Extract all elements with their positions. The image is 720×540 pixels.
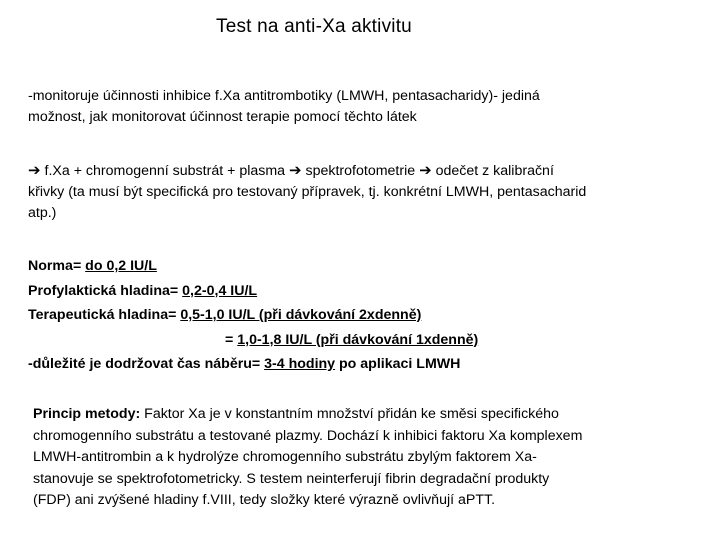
page-title: Test na anti-Xa aktivitu — [216, 16, 412, 37]
norma-value: do 0,2 IU/L — [85, 258, 157, 274]
text-line: -monitoruje účinnosti inhibice f.Xa antitrombotiky (LMWH, pentasacharidy)- jediná — [28, 88, 540, 104]
text-line: (FDP) ani zvýšené hladiny f.VIII, tedy složky které výrazně ovlivňují aPTT. — [33, 492, 496, 509]
paragraph-procedure — [28, 160, 698, 224]
text-line: možnost, jak monitorovat účinnost terapie pomocí těchto látek — [28, 109, 417, 125]
norma-label: Norma= — [28, 258, 86, 274]
text-line: křivky (ta musí být specifická pro testovaný přípravek, tj. konkrétní LMWH, pentasacharid — [28, 184, 587, 200]
text-line: atp.) — [28, 205, 57, 221]
prophylactic-line — [28, 279, 688, 304]
procedure-step: spektrofotometrie — [301, 163, 420, 179]
therapeutic-label: Terapeutická hladina= — [28, 307, 181, 323]
note-suffix: po aplikaci LMWH — [335, 356, 461, 372]
arrow-right-icon: ➔ — [419, 162, 432, 179]
procedure-line — [28, 160, 698, 182]
text-line — [33, 404, 693, 426]
prophylactic-value: 0,2-0,4 IU/L — [182, 282, 258, 299]
method-label: Princip metody: — [33, 406, 141, 422]
arrow-right-icon: ➔ — [289, 162, 302, 179]
levels-section — [28, 254, 688, 377]
prophylactic-label: Profylaktická hladina= — [28, 282, 183, 299]
equals-sign: = — [225, 331, 238, 348]
procedure-step: f.Xa + chromogenní substrát + plasma — [40, 163, 289, 179]
text-line: chromogenního substrátu a testované plazmy. Dochází k inhibici faktoru Xa komplexem — [33, 427, 583, 444]
therapeutic-line-2 — [28, 328, 688, 353]
text-line: LMWH‑antitrombin a k hydrolýze chromogenního substrátu zbylým faktorem Xa- — [33, 449, 537, 466]
procedure-step: odečet z kalibrační — [431, 163, 554, 179]
arrow-right-icon: ➔ — [28, 162, 41, 179]
note-value: 3-4 hodiny — [264, 356, 336, 372]
sampling-note — [28, 352, 688, 377]
therapeutic-value-2x: 0,5-1,0 IU/L (při dávkování 2xdenně) — [180, 307, 422, 323]
therapeutic-line — [28, 303, 688, 328]
paragraph-monitoring — [28, 86, 688, 128]
method-principle — [33, 404, 693, 512]
text-line: stanovuje se spektrofotometricky. S testem neinterferují fibrin degradační produkty — [33, 470, 550, 487]
norma-line — [28, 254, 688, 279]
note-prefix: -důležité je dodržovat čas náběru= — [28, 356, 265, 372]
text-span: Faktor Xa je v konstantním množství přidán ke směsi specifického — [140, 406, 559, 422]
therapeutic-value-1x: 1,0-1,8 IU/L (při dávkování 1xdenně) — [237, 331, 479, 348]
